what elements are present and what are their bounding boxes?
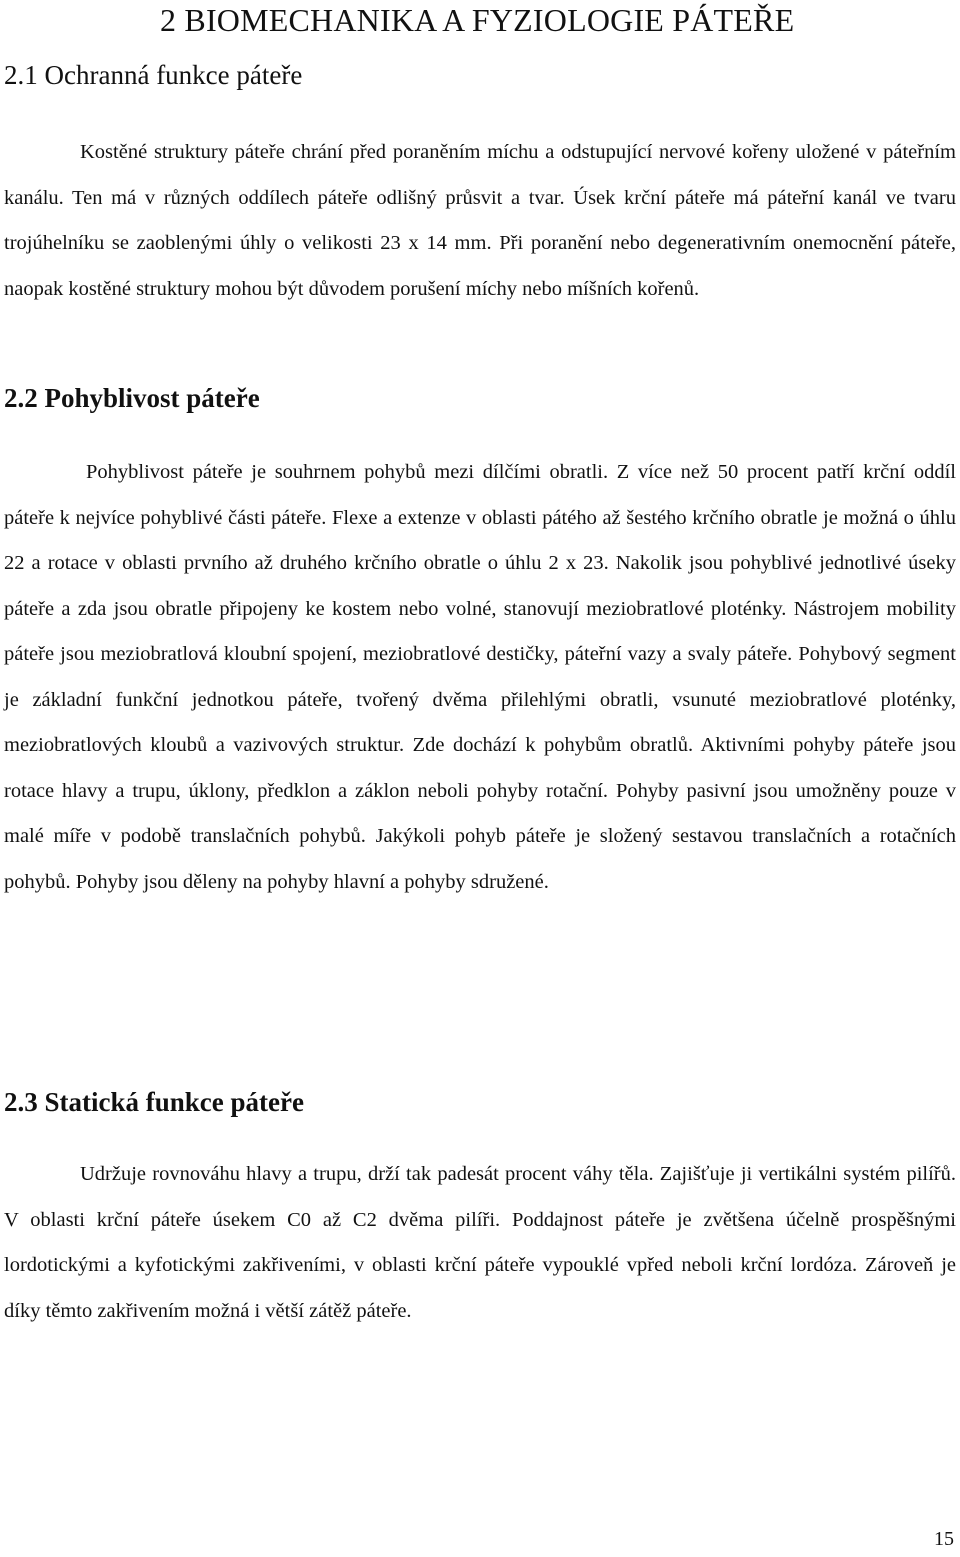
section-heading-2-3: 2.3 Statická funkce páteře [4,1087,304,1117]
chapter-title: 2 BIOMECHANIKA A FYZIOLOGIE PÁTEŘE [160,2,795,38]
section-heading-2-1: 2.1 Ochranná funkce páteře [4,60,303,90]
section-heading-2-2: 2.2 Pohyblivost páteře [4,383,260,413]
page-number: 15 [934,1528,954,1550]
section-2-1-paragraph: Kostěné struktury páteře chrání před poraněním míchu a odstupující nervové kořeny uložené v páteřním kanálu. Ten má v různých oddílech páteře odlišný průsvit a tvar. Úsek krční páteře má páteřní kanál ve tvaru trojúhelníku se zaoblenými úhly o velikosti 23 x 14 mm. Při poranění nebo degenerativním onemocnění páteře, naopak kostěné struktury mohou být důvodem porušení míchy nebo míšních kořenů. [4,141,956,300]
section-2-3-paragraph: Udržuje rovnováhu hlavy a trupu, drží tak padesát procent váhy těla. Zajišťuje ji vertikálni systém pilířů. V oblasti krční páteře úsekem C0 až C2 dvěma pilíři. Poddajnost páteře je zvětšena účelně prospěšnými lordotickými a kyfotickými zakřiveními, v oblasti krční páteře vypouklé vpřed neboli krční lordóza. Zároveň je díky těmto zakřivením možná i větší zátěž páteře. [4,1163,956,1322]
section-2-2-paragraph: Pohyblivost páteře je souhrnem pohybů mezi dílčími obratli. Z více než 50 procent patří krční oddíl páteře k nejvíce pohyblivé části páteře. Flexe a extenze v oblasti pátého až šestého krčního obratle je možná o úhlu 22 a rotace v oblasti prvního až druhého krčního obratle o úhlu 2 x 23. Nakolik jsou pohyblivé jednotlivé úseky páteře a zda jsou obratle připojeny ke kostem nebo volné, stanovují meziobratlové ploténky. Nástrojem mobility páteře jsou meziobratlová kloubní spojení, meziobratlové destičky, páteřní vazy a svaly páteře. Pohybový segment je základní funkční jednotkou páteře, tvořený dvěma přilehlými obratli, vsunuté meziobratlové ploténky, meziobratlových kloubů a vazivových struktur. Zde dochází k pohybům obratlů. Aktivními pohyby páteře jsou rotace hlavy a trupu, úklony, předklon a záklon neboli pohyby rotační. Pohyby pasivní jsou umožněny pouze v malé míře v podobě translačních pohybů. Jakýkoli pohyb páteře je složený sestavou translačních a rotačních pohybů. Pohyby jsou děleny na pohyby hlavní a pohyby sdružené. [4,461,956,893]
